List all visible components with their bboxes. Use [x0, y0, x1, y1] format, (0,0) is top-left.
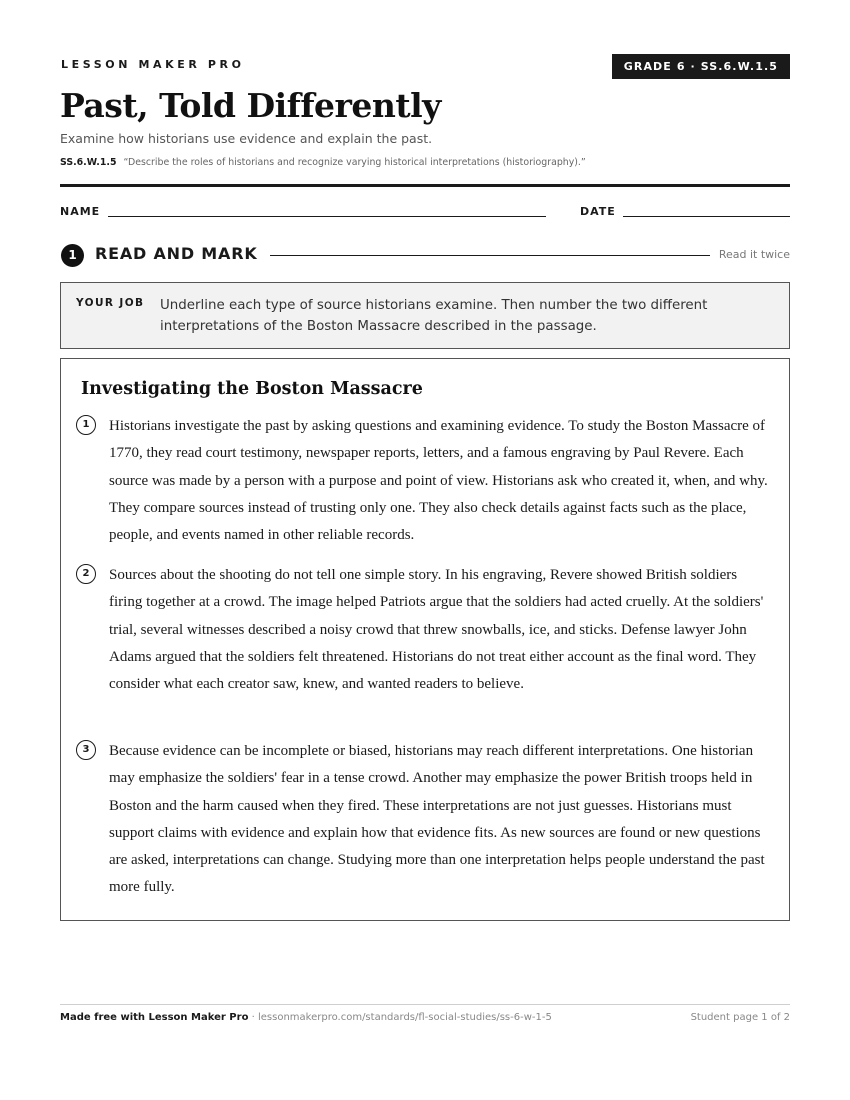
paragraph-text-1: Historians investigate the past by asking questions and examining evidence. To study the Boston Massacre of 1770, they read court testimony, newspaper reports, letters, and a famous engraving by Paul Revere. Each source was made by a person with a purpose and point of view. Historians ask who created it, when, and why. They compare sources instead of trusting only one. They also check details against facts such as the place, people, and events named in other reliable records. — [109, 418, 768, 544]
footer-url: · lessonmakerpro.com/standards/fl-social-studies/ss-6-w-1-5 — [248, 1012, 552, 1023]
passage-title: Investigating the Boston Massacre — [81, 379, 423, 399]
footer-page-number: Student page 1 of 2 — [690, 1012, 790, 1023]
paragraph-text-3: Because evidence can be incomplete or biased, historians may reach different interpretations. One historian may emphasize the soldiers' fear in a tense crowd. Another may emphasize the power British troops held in Boston and the harm caused when they fired. These interpretations are not just guesses. Historians must support claims with evidence and explain how that evidence fits. As new sources are found or new questions are asked, interpretations can change. Studying more than one interpretation helps people understand the past more fully. — [109, 743, 765, 896]
header-divider — [60, 184, 790, 187]
paragraph-text-2: Sources about the shooting do not tell one simple story. In his engraving, Revere showed British soldiers firing together at a crowd. The image helped Patriots argue that the soldiers had acted cruelly. At the soldiers' trial, several witnesses described a noisy crowd that threw snowballs, ice, and sticks. Defense lawyer John Adams argued that the soldiers felt threatened. Historians do not treat either account as the final word. They consider what each creator saw, knew, and wanted readers to believe. — [109, 567, 764, 693]
job-text: Underline each type of source historians examine. Then number the two different interpretations of the Boston Massacre described in the passage. — [160, 298, 708, 334]
section-number: 1 — [61, 244, 84, 267]
date-label: DATE — [580, 205, 616, 218]
paragraph-number-2: 2 — [76, 564, 96, 584]
section-note: Read it twice — [718, 248, 790, 261]
date-field[interactable] — [623, 216, 790, 217]
passage-box — [60, 358, 790, 921]
footer-divider — [60, 1004, 790, 1005]
page-title: Past, Told Differently — [60, 86, 441, 125]
standard-line — [60, 157, 586, 168]
brand-name: LESSON MAKER PRO — [61, 58, 245, 71]
name-field[interactable] — [108, 216, 546, 217]
footer-made-with: Made free with Lesson Maker Pro — [60, 1012, 249, 1023]
standard-code: SS.6.W.1.5 — [60, 157, 117, 168]
paragraph-number-1: 1 — [76, 415, 96, 435]
job-box — [60, 282, 790, 349]
footer-credit — [60, 1012, 552, 1023]
page-subtitle: Examine how historians use evidence and explain the past. — [60, 131, 433, 146]
grade-badge: GRADE 6 · SS.6.W.1.5 — [612, 54, 790, 79]
section-title: READ AND MARK — [95, 244, 258, 263]
standard-text: “Describe the roles of historians and recognize varying historical interpretations (historiography).” — [123, 157, 586, 168]
name-label: NAME — [60, 205, 101, 218]
paragraph-number-3: 3 — [76, 740, 96, 760]
section-divider — [270, 255, 710, 256]
job-label: YOUR JOB — [76, 297, 145, 309]
